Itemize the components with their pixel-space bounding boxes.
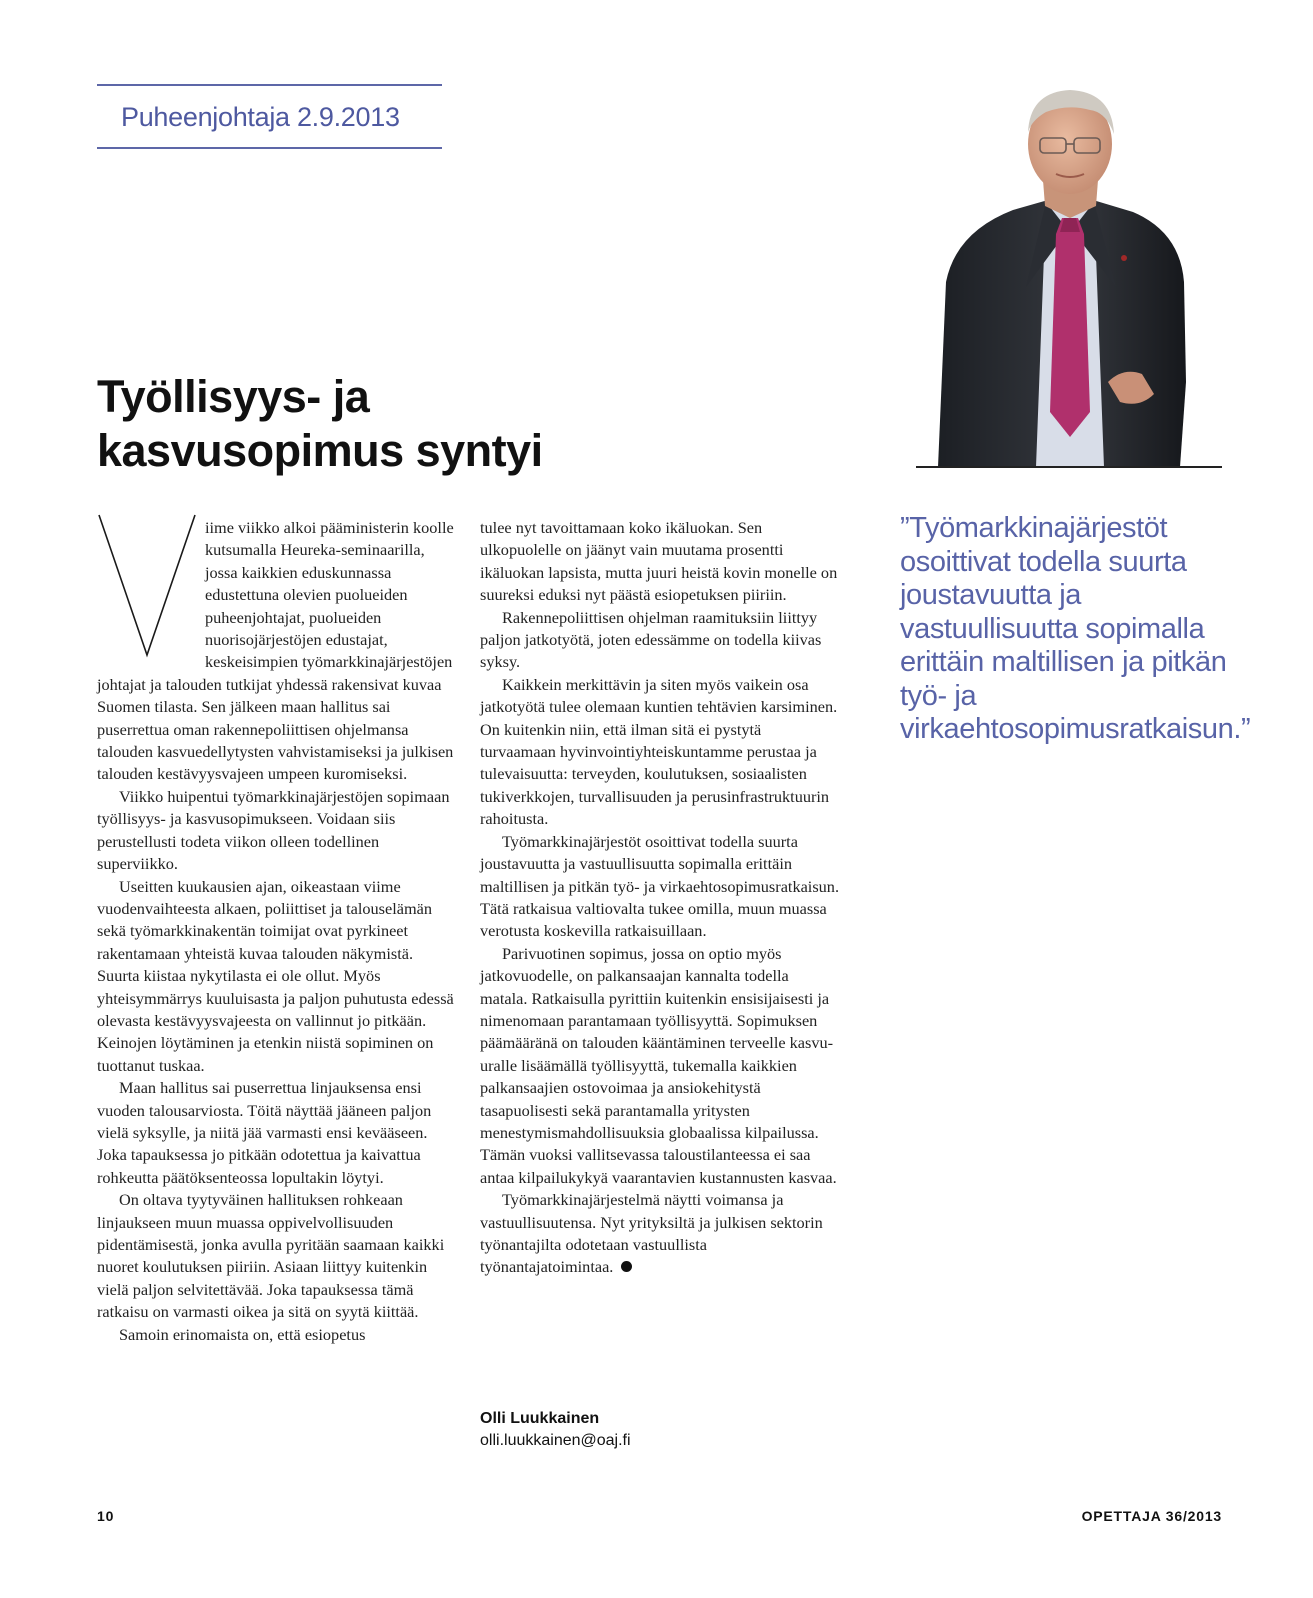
author-portrait bbox=[918, 82, 1218, 467]
author-name: Olli Luukkainen bbox=[480, 1410, 600, 1427]
paragraph: Samoin erinomaista on, että esiopetus bbox=[119, 1324, 366, 1344]
publication-issue: OPETTAJA 36/2013 bbox=[1081, 1508, 1222, 1524]
paragraph-text: Työmarkkinajärjestelmä näytti voimansa ja vastuullisuutensa. Nyt yrityksiltä ja julkisen sektorin työnantajilta odotetaan vastuullista työnantajatoimintaa. bbox=[480, 1190, 823, 1277]
paragraph: iime viikko alkoi pääministerin koolle kutsumalla Heureka-seminaarilla, jossa kaikkien eduskunnassa edustettuna olevien puolueiden puheenjohtajat, puolueiden nuorisojärjestöjen edustajat, keskeisimpien työmarkkinajärjestöjen johtajat ja talouden tutkijat yhdessä rakensivat kuvaa Suomen tilasta. Sen jälkeen maan hallitus sai puserrettua oman rakennepoliittisen ohjelmansa talouden kasvuedellytysten vahvistamiseksi ja julkisen talouden kestävyysvajeen umpeen kuromiseksi. bbox=[97, 518, 454, 784]
pull-quote: ”Työmarkkinajärjestöt osoittivat todella suurta joustavuutta ja vastuullisuutta sopimalla erittäin maltillisen ja pitkän työ- ja virkaehtosopimusratkaisun.” bbox=[900, 512, 1251, 745]
author-email[interactable]: olli.luukkainen@oaj.fi bbox=[480, 1432, 631, 1449]
paragraph: Kaikkein merkittävin ja siten myös vaikein osa jatkotyötä tulee olemaan kuntien tehtävien karsiminen. On kuitenkin niin, että ilman sitä ei pystytä turvaamaan hyvinvointiyhteiskuntamme perustaa ja tulevaisuutta: terveyden, koulutuksen, sosiaalisten tukiverkkojen, turvallisuuden ja perusinfrastruktuurin rahoitusta. bbox=[480, 674, 838, 829]
paragraph: On oltava tyytyväinen hallituksen rohkeaan linjaukseen muun muassa oppivelvollisuuden pidentämisestä, jonka avulla pyritään saamaan kaikki nuoret koulutuksen piiriin. Asiaan liittyy kuitenkin vielä paljon selvitettävää. Joka tapauksessa tämä ratkaisu on varmasti oikea ja sitä on syytä kiittää. bbox=[97, 1190, 445, 1322]
article-column-1 bbox=[97, 517, 457, 1346]
end-mark-icon bbox=[621, 1261, 632, 1272]
kicker-bottom-rule bbox=[97, 147, 442, 149]
paragraph: Viikko huipentui työmarkkinajärjestöjen sopimaan työllisyys- ja kasvusopimukseen. Voidaan siis perustellusti todeta viikon olleen todellinen superviikko. bbox=[97, 786, 450, 874]
headline-line-1: Työllisyys- ja bbox=[97, 371, 370, 422]
author-byline bbox=[480, 1408, 631, 1452]
paragraph-last bbox=[480, 1189, 840, 1279]
paragraph: tulee nyt tavoittamaan koko ikäluokan. Sen ulkopuolelle on jäänyt vain muutama prosentti ikäluokan lapsista, mutta juuri heistä kovin monelle on suureksi eduksi nyt päästä esiopetuksen piiriin. bbox=[480, 518, 838, 605]
paragraph: Työmarkkinajärjestöt osoittivat todella suurta joustavuutta ja vastuullisuutta sopimalla erittäin maltillisen ja pitkän työ- ja virkaehtosopimusratkaisun. Tätä ratkaisua valtiovalta tukee omilla, muun muassa verotusta koskevilla ratkaisuillaan. bbox=[480, 831, 840, 941]
drop-cap bbox=[95, 509, 203, 659]
section-header bbox=[97, 84, 442, 149]
paragraph: Parivuotinen sopimus, jossa on optio myös jatkovuodelle, on palkansaajan kannalta todella matala. Ratkaisulla pyrittiin kuitenkin ensisijaisesti ja nimenomaan parantamaan työllisyyttä. Sopimuksen päämääränä on talouden kääntäminen terveelle kasvu-uralle lisäämällä työllisyyttä, tukemalla kaikkien palkansaajien ostovoimaa ja ansiokehitystä tasapuolisesti sekä parantamalla yritysten menestymismahdollisuuksia globaalissa kilpailussa. Tämän vuoksi vallitsevassa taloustilanteessa ei saa antaa kilpailukykyä vaarantavien kustannusten kasvaa. bbox=[480, 943, 837, 1187]
portrait-rule bbox=[916, 466, 1222, 468]
paragraph: Rakennepoliittisen ohjelman raamituksiin liittyy paljon jatkotyötä, joten edessämme on todella kiivas syksy. bbox=[480, 607, 822, 672]
paragraph: Useitten kuukausien ajan, oikeastaan viime vuodenvaihteesta alkaen, poliittiset ja talouselämän sekä työmarkkinakentän toimijat ovat pyrkineet rakentamaan yhteistä kuvaa talouden näkymistä. Suurta kiistaa nykytilasta ei ole ollut. Myös yhteisymmärrys kuuluisasta ja paljon puhutusta edessä olevasta kestävyysvajeesta on vallinnut jo pitkään. Keinojen löytäminen ja etenkin niistä sopiminen on tuottanut tuskaa. bbox=[97, 876, 454, 1075]
article-column-2 bbox=[480, 517, 840, 1279]
headline-line-2: kasvusopimus syntyi bbox=[97, 425, 543, 476]
section-kicker: Puheenjohtaja 2.9.2013 bbox=[121, 102, 400, 132]
page-number: 10 bbox=[97, 1508, 115, 1524]
article-headline bbox=[97, 370, 737, 478]
paragraph: Maan hallitus sai puserrettua linjauksensa ensi vuoden talousarviosta. Töitä näyttää jääneen paljon vielä syksylle, ja niitä jää varmasti ensi kevääseen. Joka tapauksessa jo pitkään odotettua ja kaivattua rohkeutta päätöksenteossa lopultakin löytyi. bbox=[97, 1078, 432, 1187]
